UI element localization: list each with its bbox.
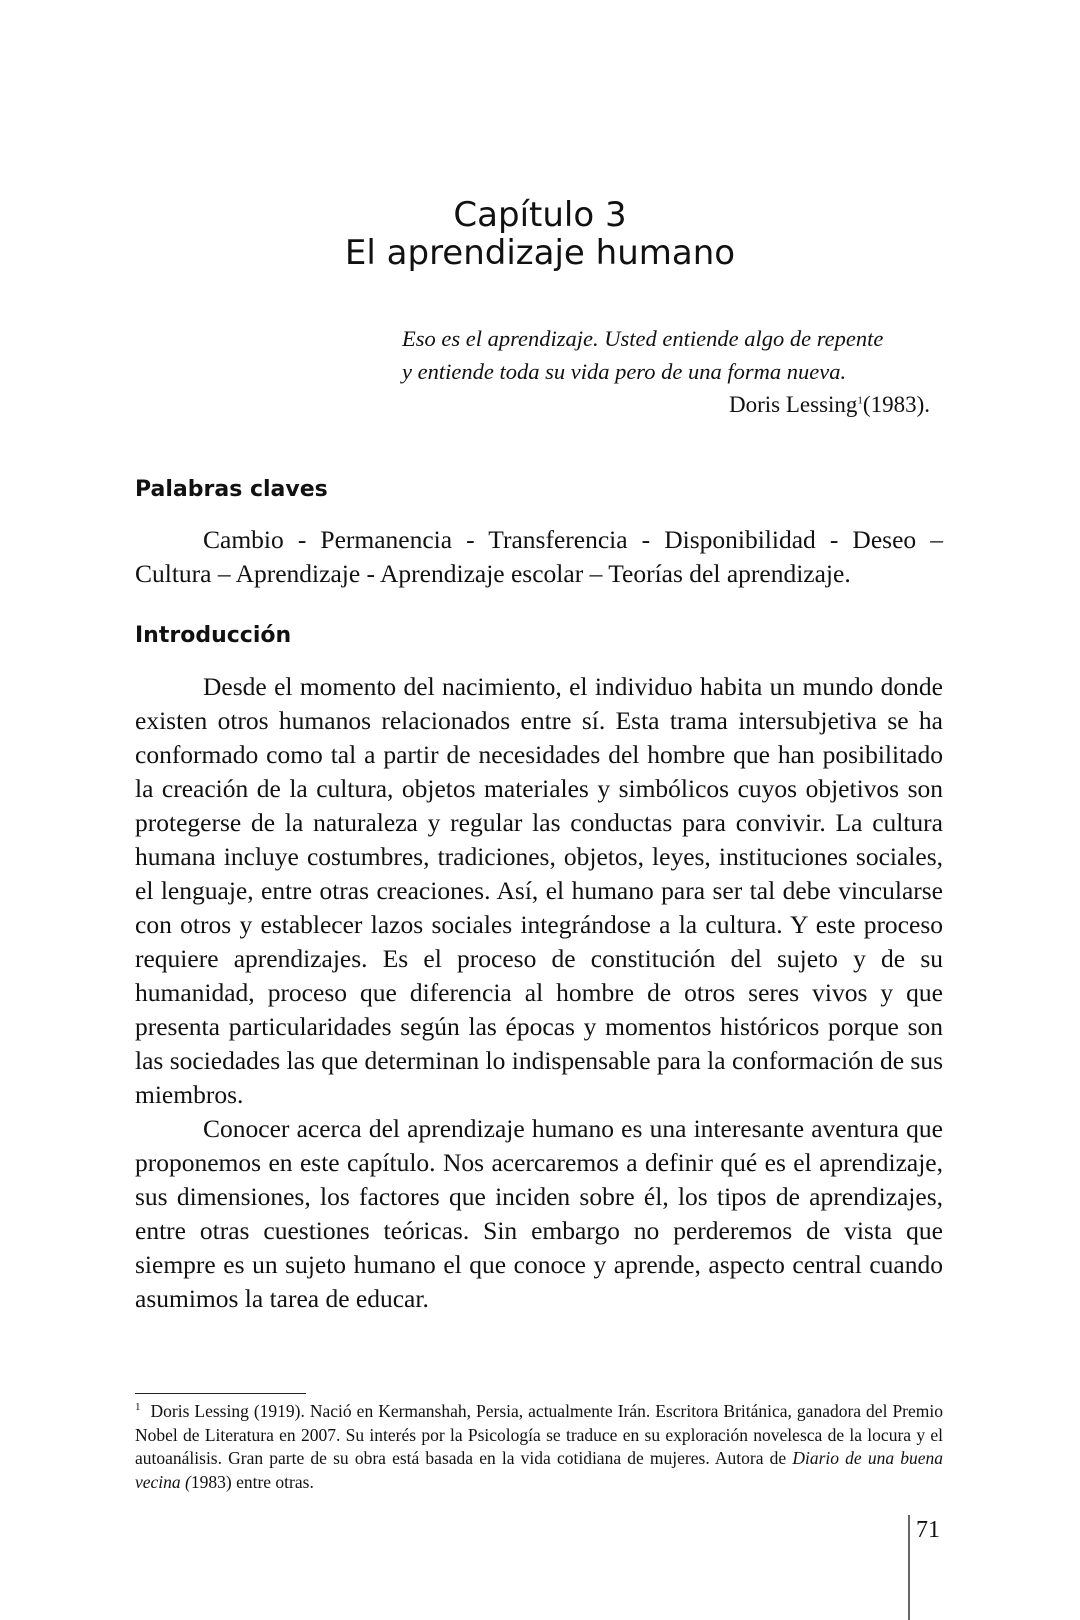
- introduction-paragraph-2: Conocer acerca del aprendizaje humano es una interesante aventura que proponemos en este capítulo. Nos acercaremos a definir qué es el aprendizaje, sus dimensiones, los factores que inciden sobre él, los tipos de aprendizajes, entre otras cuestiones teóricas. Sin embargo no perderemos de vista que siempre es un sujeto humano el que conoce y aprende, aspecto central cuando asumimos la tarea de educar.: [135, 1114, 943, 1313]
- keywords-paragraph: Cambio - Permanencia - Transferencia - Disponibilidad - Deseo – Cultura – Aprendizaje - Aprendizaje escolar – Teorías del aprendizaje.: [135, 525, 943, 588]
- footnote-reference[interactable]: 1: [857, 394, 863, 407]
- footnote-text: Doris Lessing (1919). Nació en Kermanshah, Persia, actualmente Irán. Escritora Británica, ganadora del Premio Nobel de Literatura en 2007. Su interés por la Psicología se traduce en su exploración novelesca de la locura y el autoanálisis. Gran parte de su obra está basada en la vida cotidiana de mujeres. Autora de: [135, 1401, 943, 1468]
- introduction-heading: Introducción: [135, 623, 292, 648]
- epigraph-line-2: y entiende toda su vida pero de una forma nueva.: [402, 359, 847, 384]
- chapter-label: Capítulo 3: [453, 195, 627, 235]
- page-number: 71: [916, 1517, 940, 1543]
- footnote-divider: [135, 1393, 306, 1394]
- epigraph-line-1: Eso es el aprendizaje. Usted entiende algo de repente: [402, 326, 884, 351]
- epigraph-year: (1983).: [862, 392, 930, 417]
- footnote-book-title: Diario de una buena vecina (: [135, 1448, 943, 1492]
- footnote-number: 1: [135, 1401, 141, 1414]
- chapter-heading: [0, 196, 1080, 272]
- epigraph-attribution: [402, 388, 942, 421]
- footnote-text-end: 1983) entre otras.: [190, 1471, 314, 1492]
- epigraph: [402, 322, 942, 421]
- keywords-text: [135, 523, 943, 591]
- epigraph-author: Doris Lessing: [729, 392, 858, 417]
- introduction-paragraph-1: Desde el momento del nacimiento, el individuo habita un mundo donde existen otros humanos relacionados entre sí. Esta trama intersubjetiva se ha conformado como tal a partir de necesidades del hombre que han posibilitado la creación de la cultura, objetos materiales y simbólicos cuyos objetivos son protegerse de la naturaleza y regular las conductas para convivir. La cultura humana incluye costumbres, tradiciones, objetos, leyes, instituciones sociales, el lenguaje, entre otras creaciones. Así, el humano para ser tal debe vincularse con otros y establecer lazos sociales integrándose a la cultura. Y este proceso requiere aprendizajes. Es el proceso de constitución del sujeto y de su humanidad, proceso que diferencia al hombre de otros seres vivos y que presenta particularidades según las épocas y momentos históricos porque son las sociedades las que determinan lo indispensable para la conformación de sus miembros.: [135, 672, 943, 1109]
- chapter-title: El aprendizaje humano: [344, 233, 736, 273]
- footnote: [135, 1400, 943, 1494]
- page-number-divider: [908, 1515, 910, 1620]
- introduction-body: [135, 670, 943, 1316]
- keywords-heading: Palabras claves: [135, 477, 328, 502]
